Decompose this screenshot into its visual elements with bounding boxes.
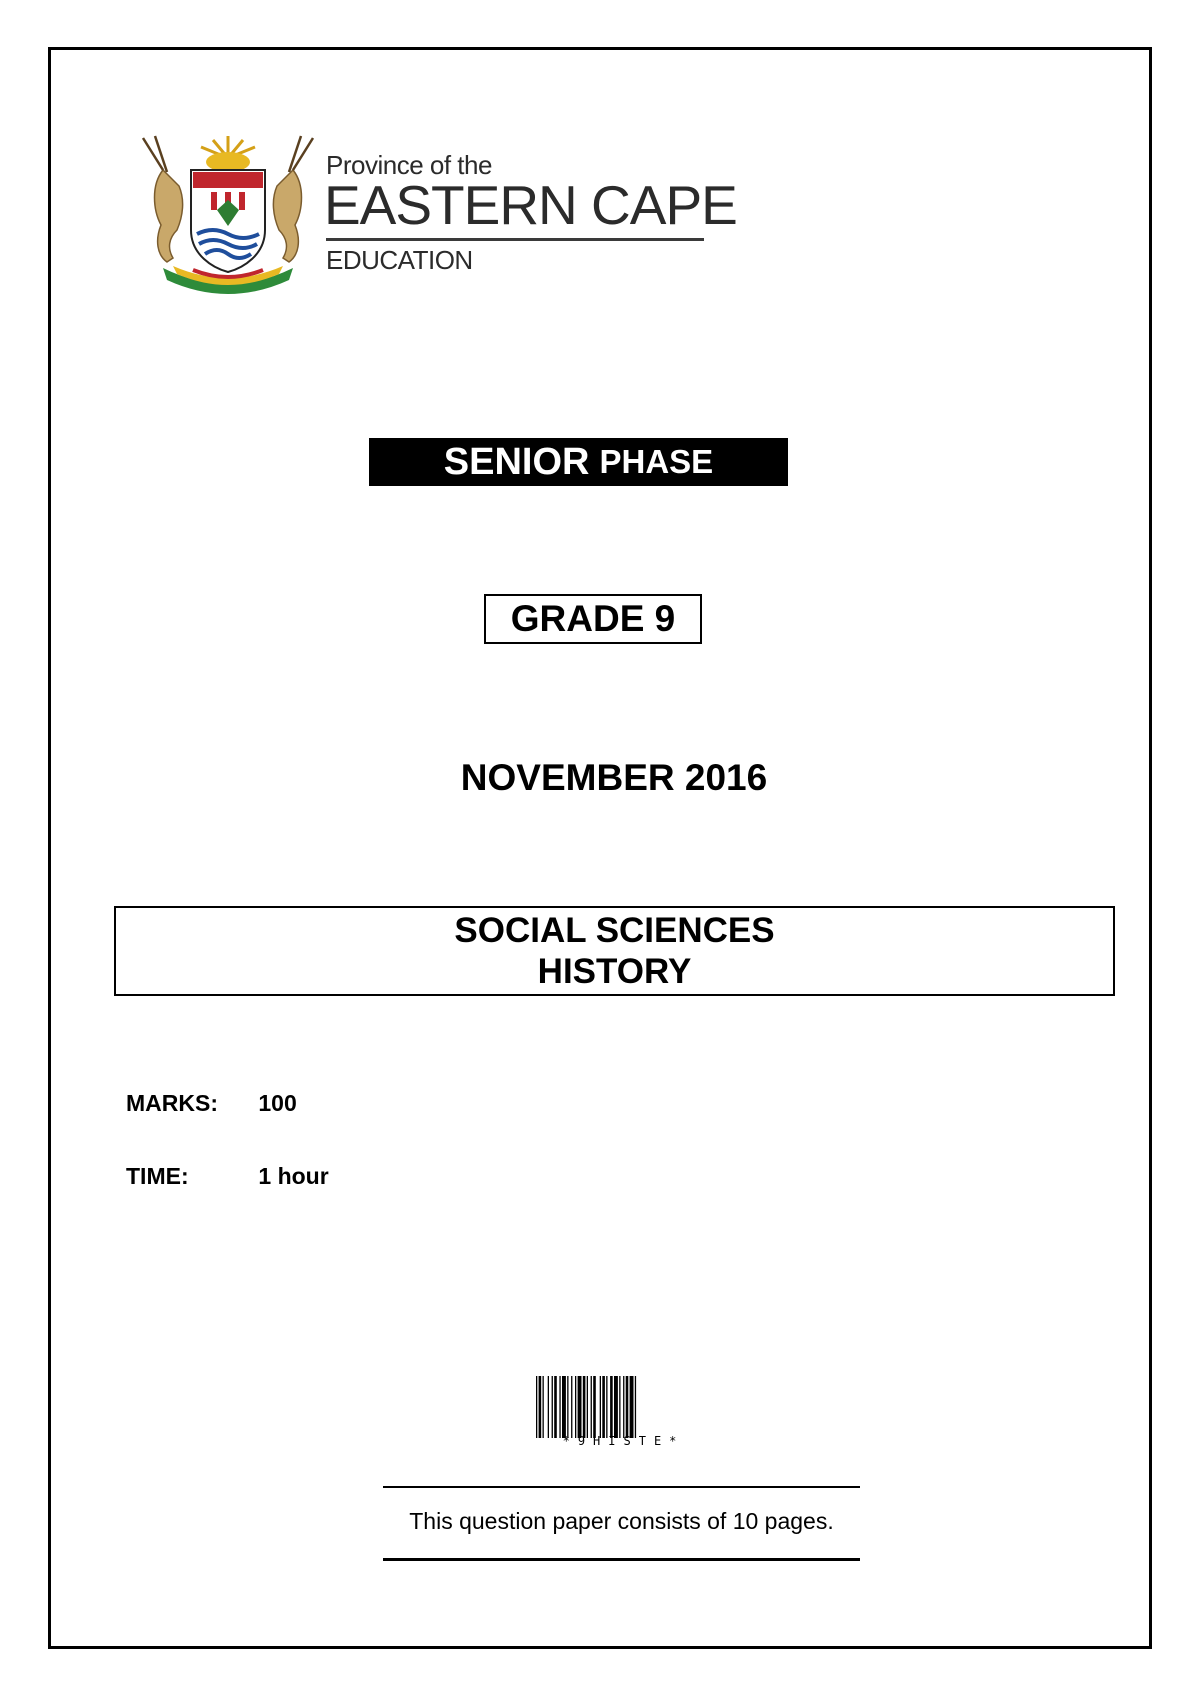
barcode-bar: [610, 1376, 613, 1438]
exam-date: NOVEMBER 2016: [460, 757, 768, 798]
subject-subtitle: HISTORY: [537, 952, 692, 991]
marks-label: MARKS:: [126, 1090, 218, 1116]
coat-of-arms-icon: [133, 130, 323, 295]
barcode-bar: [548, 1376, 549, 1438]
marks-row: [126, 1090, 297, 1117]
barcode-bar: [567, 1376, 568, 1438]
logo-department-text: EDUCATION: [326, 245, 473, 275]
eastern-cape-education-logo: [133, 130, 737, 295]
barcode-text: *9HISTE*: [562, 1434, 685, 1448]
subject-box: [114, 906, 1115, 996]
barcode-bar: [623, 1376, 624, 1438]
logo-rule: [326, 238, 704, 241]
time-value: 1 hour: [258, 1163, 329, 1189]
marks-value: 100: [258, 1090, 297, 1116]
footer-rule-top: [383, 1486, 860, 1488]
phase-label: SENIOR: [443, 440, 590, 483]
barcode-bar: [575, 1376, 576, 1438]
logo-province-of-the-text: Province of the: [326, 150, 492, 180]
barcode-bar: [578, 1376, 582, 1438]
barcode-bar: [543, 1376, 544, 1438]
barcode-bar: [587, 1376, 588, 1438]
grade-box: GRADE 9: [484, 594, 702, 644]
barcode-bar: [571, 1376, 572, 1438]
subject-title: SOCIAL SCIENCES: [454, 911, 775, 950]
phase-banner: [369, 438, 788, 486]
barcode-bar: [606, 1376, 607, 1438]
barcode-bar: [602, 1376, 605, 1438]
page-count-note: This question paper consists of 10 pages.: [409, 1508, 834, 1534]
barcode-bar: [539, 1376, 542, 1438]
barcode-bar: [554, 1376, 557, 1438]
barcode-bar: [591, 1376, 592, 1438]
barcode-bar: [600, 1376, 601, 1438]
time-row: [126, 1163, 329, 1190]
barcode-bar: [536, 1376, 537, 1438]
barcode-bar: [630, 1376, 634, 1438]
time-label: TIME:: [126, 1163, 189, 1189]
barcode-bar: [552, 1376, 553, 1438]
logo-province-name: EASTERN CAPE: [324, 174, 737, 236]
phase-suffix: PHASE: [599, 443, 714, 480]
barcode-bar: [619, 1376, 620, 1438]
barcode-bar: [626, 1376, 629, 1438]
footer-rule-bottom: [383, 1558, 860, 1561]
barcode-bar: [562, 1376, 566, 1438]
barcode-bar: [614, 1376, 618, 1438]
barcode-bar: [635, 1376, 636, 1438]
barcode-bar: [583, 1376, 586, 1438]
barcode-bar: [593, 1376, 596, 1438]
barcode-bar: [559, 1376, 560, 1438]
